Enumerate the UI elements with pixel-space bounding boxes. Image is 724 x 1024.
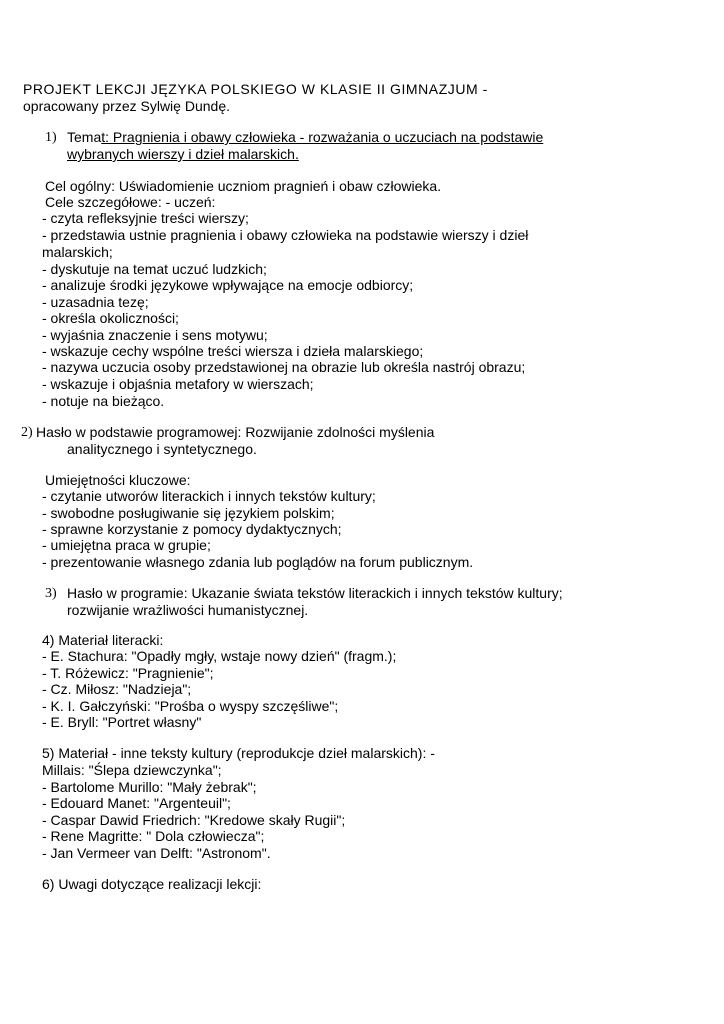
goal-item: - nazywa uczucia osoby przedstawionej na obrazie lub określa nastrój obrazu;: [42, 359, 526, 375]
literary-item: - E. Stachura: "Opadły mgły, wstaje nowy dzień" (fragm.);: [42, 648, 397, 664]
topic-label-prefix: Tema: [67, 129, 102, 145]
painting-item: - Caspar Dawid Friedrich: "Kredowe skały Rugii";: [42, 812, 346, 828]
program-line-2: rozwijanie wrażliwości humanistycznej.: [67, 602, 309, 618]
goal-item: - czyta refleksyjnie treści wierszy;: [42, 210, 249, 226]
culture-texts-title: 5) Materiał - inne teksty kultury (reprodukcje dzieł malarskich): -: [42, 745, 435, 761]
remarks-title: 6) Uwagi dotyczące realizacji lekcji:: [42, 876, 262, 892]
painting-item: - Rene Magritte: " Dola człowiecza";: [42, 828, 265, 844]
section-1-number: 1): [45, 130, 57, 145]
topic-label-rest: t: Pragnienia i obawy człowieka - rozważania o uczuciach na podstawie: [101, 129, 544, 145]
painting-item: - Jan Vermeer van Delft: "Astronom".: [42, 845, 271, 861]
goal-item: - wskazuje cechy wspólne treści wiersza i dzieła malarskiego;: [42, 343, 424, 359]
program-line-1: Hasło w programie: Ukazanie świata tekstów literackich i innych tekstów kultury;: [67, 585, 563, 601]
specific-goals-intro: Cele szczegółowe: - uczeń:: [45, 194, 216, 210]
skill-item: - prezentowanie własnego zdania lub poglądów na forum publicznym.: [42, 554, 474, 570]
painting-item: - Bartolome Murillo: "Mały żebrak";: [42, 779, 257, 795]
topic-line-1: [67, 129, 543, 146]
literary-item: - Cz. Miłosz: "Nadzieja";: [42, 681, 192, 697]
skill-item: - czytanie utworów literackich i innych tekstów kultury;: [42, 488, 376, 504]
literary-item: - K. I. Gałczyński: "Prośba o wyspy szczęśliwe";: [42, 698, 339, 714]
goal-item: - wyjaśnia znaczenie i sens motywu;: [42, 327, 268, 343]
program-basis-line-1: Hasło w podstawie programowej: Rozwijanie zdolności myślenia: [36, 424, 435, 440]
goal-item: - uzasadnia tezę;: [42, 294, 149, 310]
painting-item: Millais: "Ślepa dziewczynka";: [42, 762, 222, 778]
goal-item: malarskich;: [42, 244, 113, 260]
general-goal: Cel ogólny: Uświadomienie uczniom pragnień i obaw człowieka.: [45, 178, 442, 194]
goal-item: - wskazuje i objaśnia metafory w wierszach;: [42, 376, 314, 392]
literary-item: - E. Bryll: "Portret własny": [42, 714, 202, 730]
goal-item: - przedstawia ustnie pragnienia i obawy człowieka na podstawie wierszy i dzieł: [42, 227, 529, 243]
goal-item: - analizuje środki językowe wpływające na emocje odbiorcy;: [42, 277, 414, 293]
skill-item: - umiejętna praca w grupie;: [42, 537, 211, 553]
goal-item: - dyskutuje na temat uczuć ludzkich;: [42, 261, 267, 277]
section-3-number: 3): [45, 586, 57, 601]
skills-title: Umiejętności kluczowe:: [45, 472, 191, 488]
goal-item: - określa okoliczności;: [42, 310, 179, 326]
topic-line-2: wybranych wierszy i dzieł malarskich.: [67, 146, 299, 162]
skill-item: - swobodne posługiwanie się językiem polskim;: [42, 505, 335, 521]
author-line: opracowany przez Sylwię Dundę.: [23, 98, 230, 114]
literary-material-title: 4) Materiał literacki:: [42, 632, 164, 648]
literary-item: - T. Różewicz: "Pragnienie";: [42, 665, 214, 681]
skill-item: - sprawne korzystanie z pomocy dydaktycznych;: [42, 521, 342, 537]
section-2-number: 2): [21, 425, 33, 440]
painting-item: - Edouard Manet: "Argenteuil";: [42, 795, 231, 811]
goal-item: - notuje na bieżąco.: [42, 393, 165, 409]
program-basis-line-2: analitycznego i syntetycznego.: [67, 441, 257, 457]
document-title: PROJEKT LEKCJI JĘZYKA POLSKIEGO W KLASIE II GIMNAZJUM -: [23, 81, 488, 97]
